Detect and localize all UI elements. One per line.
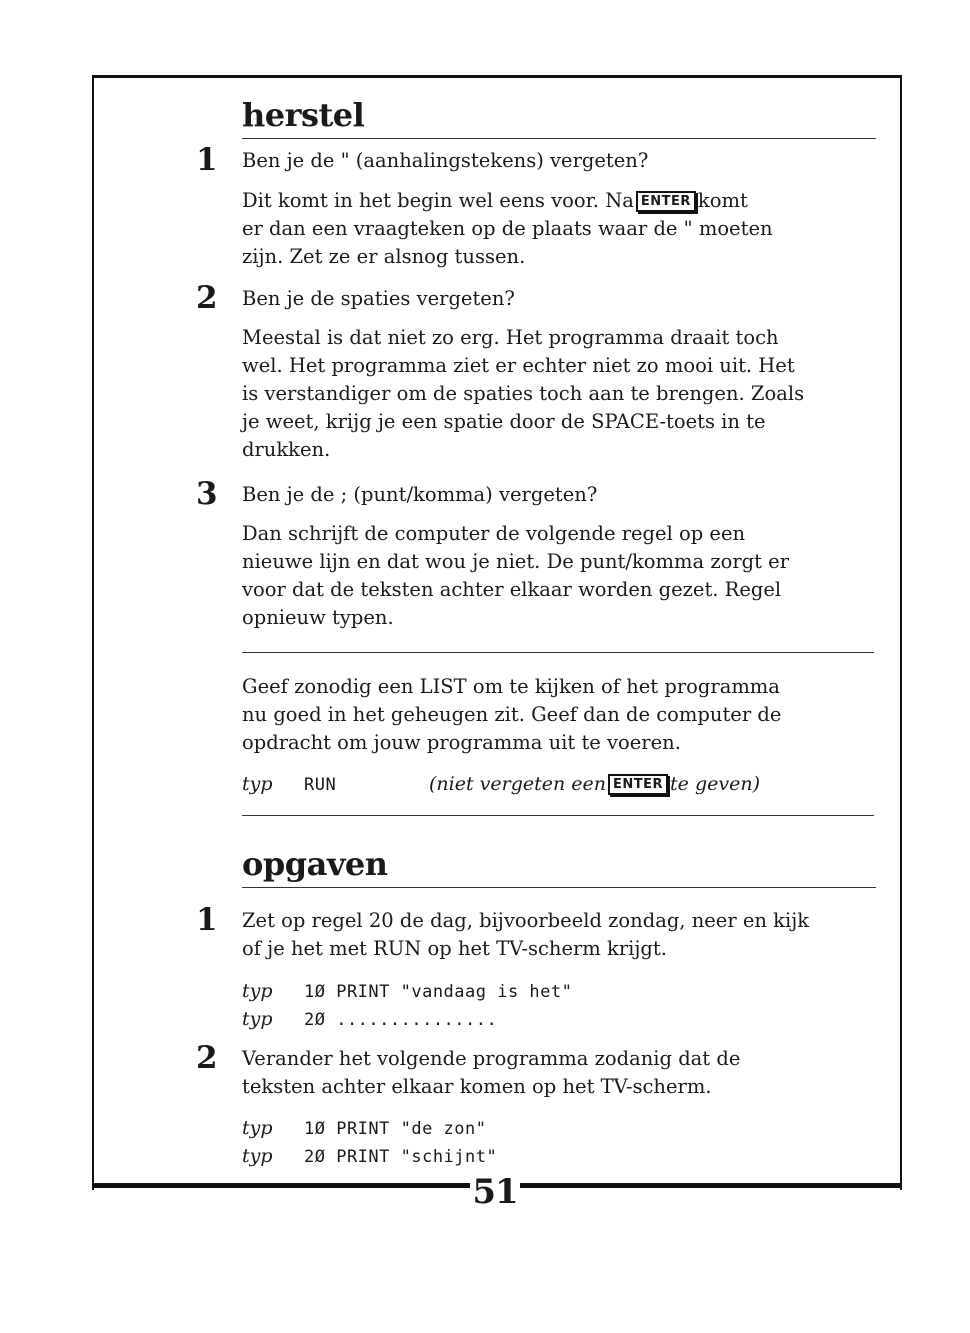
- section-heading-herstel: herstel: [242, 96, 365, 134]
- body-line: teksten achter elkaar komen op het TV-scherm.: [242, 1075, 712, 1098]
- code-text: RUN: [304, 775, 337, 795]
- typ-label: typ: [242, 1117, 273, 1139]
- code-text: 1Ø PRINT "de zon": [304, 1119, 487, 1139]
- item-body: [242, 187, 867, 271]
- body-text: komt: [697, 189, 748, 212]
- body-line: nu goed in het geheugen zit. Geef dan de computer de: [242, 703, 782, 726]
- heading-rule: [242, 138, 876, 139]
- item-question: [242, 481, 867, 509]
- typ-label: typ: [242, 1145, 273, 1167]
- body-line: Meestal is dat niet zo erg. Het programma draait toch: [242, 326, 779, 349]
- divider: [242, 652, 874, 653]
- item-number: 2: [196, 1040, 218, 1076]
- bottom-rule-right: [520, 1183, 902, 1188]
- typ-label: typ: [242, 773, 273, 795]
- body-line: drukken.: [242, 438, 331, 461]
- note-text: te geven): [670, 773, 760, 795]
- typ-label: typ: [242, 980, 273, 1002]
- section-heading-opgaven: opgaven: [242, 845, 388, 883]
- body-line: Dan schrijft de computer de volgende regel op een: [242, 522, 746, 545]
- run-line: [242, 770, 760, 799]
- exercise-text: [242, 1045, 867, 1101]
- bottom-rule-left: [92, 1183, 470, 1188]
- body-line: nieuwe lijn en dat wou je niet. De punt/komma zorgt er: [242, 550, 790, 573]
- item-number: 3: [196, 476, 218, 512]
- question-text: Ben je de " (aanhalingstekens) vergeten?: [242, 149, 649, 172]
- body-line: opnieuw typen.: [242, 606, 394, 629]
- body-line: is verstandiger om de spaties toch aan te brengen. Zoals: [242, 382, 805, 405]
- item-question: [242, 147, 867, 175]
- divider: [242, 815, 874, 816]
- body-line: Verander het volgende programma zodanig dat de: [242, 1047, 741, 1070]
- body-line: je weet, krijg je een spatie door de SPACE-toets in te: [242, 410, 766, 433]
- item-question: [242, 285, 867, 313]
- body-text: Dit komt in het begin wel eens voor. Na: [242, 189, 634, 212]
- body-line: wel. Het programma ziet er echter niet zo mooi uit. Het: [242, 354, 795, 377]
- enter-key-icon: ENTER: [636, 191, 696, 212]
- item-body: [242, 520, 867, 632]
- question-text: Ben je de spaties vergeten?: [242, 287, 515, 310]
- item-number: 1: [196, 142, 218, 178]
- body-line: Geef zonodig een LIST om te kijken of het programma: [242, 675, 780, 698]
- heading-rule: [242, 887, 876, 888]
- code-text: 2Ø PRINT "schijnt": [304, 1147, 498, 1167]
- item-body: [242, 324, 867, 464]
- code-text: 1Ø PRINT "vandaag is het": [304, 982, 573, 1002]
- typ-label: typ: [242, 1008, 273, 1030]
- page-number: 51: [472, 1172, 518, 1212]
- body-line: zijn. Zet ze er alsnog tussen.: [242, 245, 526, 268]
- code-text: 2Ø ...............: [304, 1010, 498, 1030]
- body-line: er dan een vraagteken op de plaats waar de " moeten: [242, 217, 773, 240]
- question-text: Ben je de ; (punt/komma) vergeten?: [242, 483, 598, 506]
- enter-key-icon: ENTER: [608, 774, 668, 795]
- item-number: 2: [196, 280, 218, 316]
- body-line: voor dat de teksten achter elkaar worden gezet. Regel: [242, 578, 782, 601]
- body-line: opdracht om jouw programma uit te voeren.: [242, 731, 681, 754]
- body-line: of je het met RUN op het TV-scherm krijgt.: [242, 937, 667, 960]
- note-text: (niet vergeten een: [429, 773, 606, 795]
- code-line: [242, 1114, 487, 1143]
- body-line: Zet op regel 20 de dag, bijvoorbeeld zondag, neer en kijk: [242, 909, 810, 932]
- list-paragraph: [242, 673, 867, 757]
- code-line: [242, 1142, 497, 1171]
- code-line: [242, 1005, 497, 1034]
- item-number: 1: [196, 902, 218, 938]
- body-line: [242, 187, 867, 215]
- code-line: [242, 977, 572, 1006]
- exercise-text: [242, 907, 867, 963]
